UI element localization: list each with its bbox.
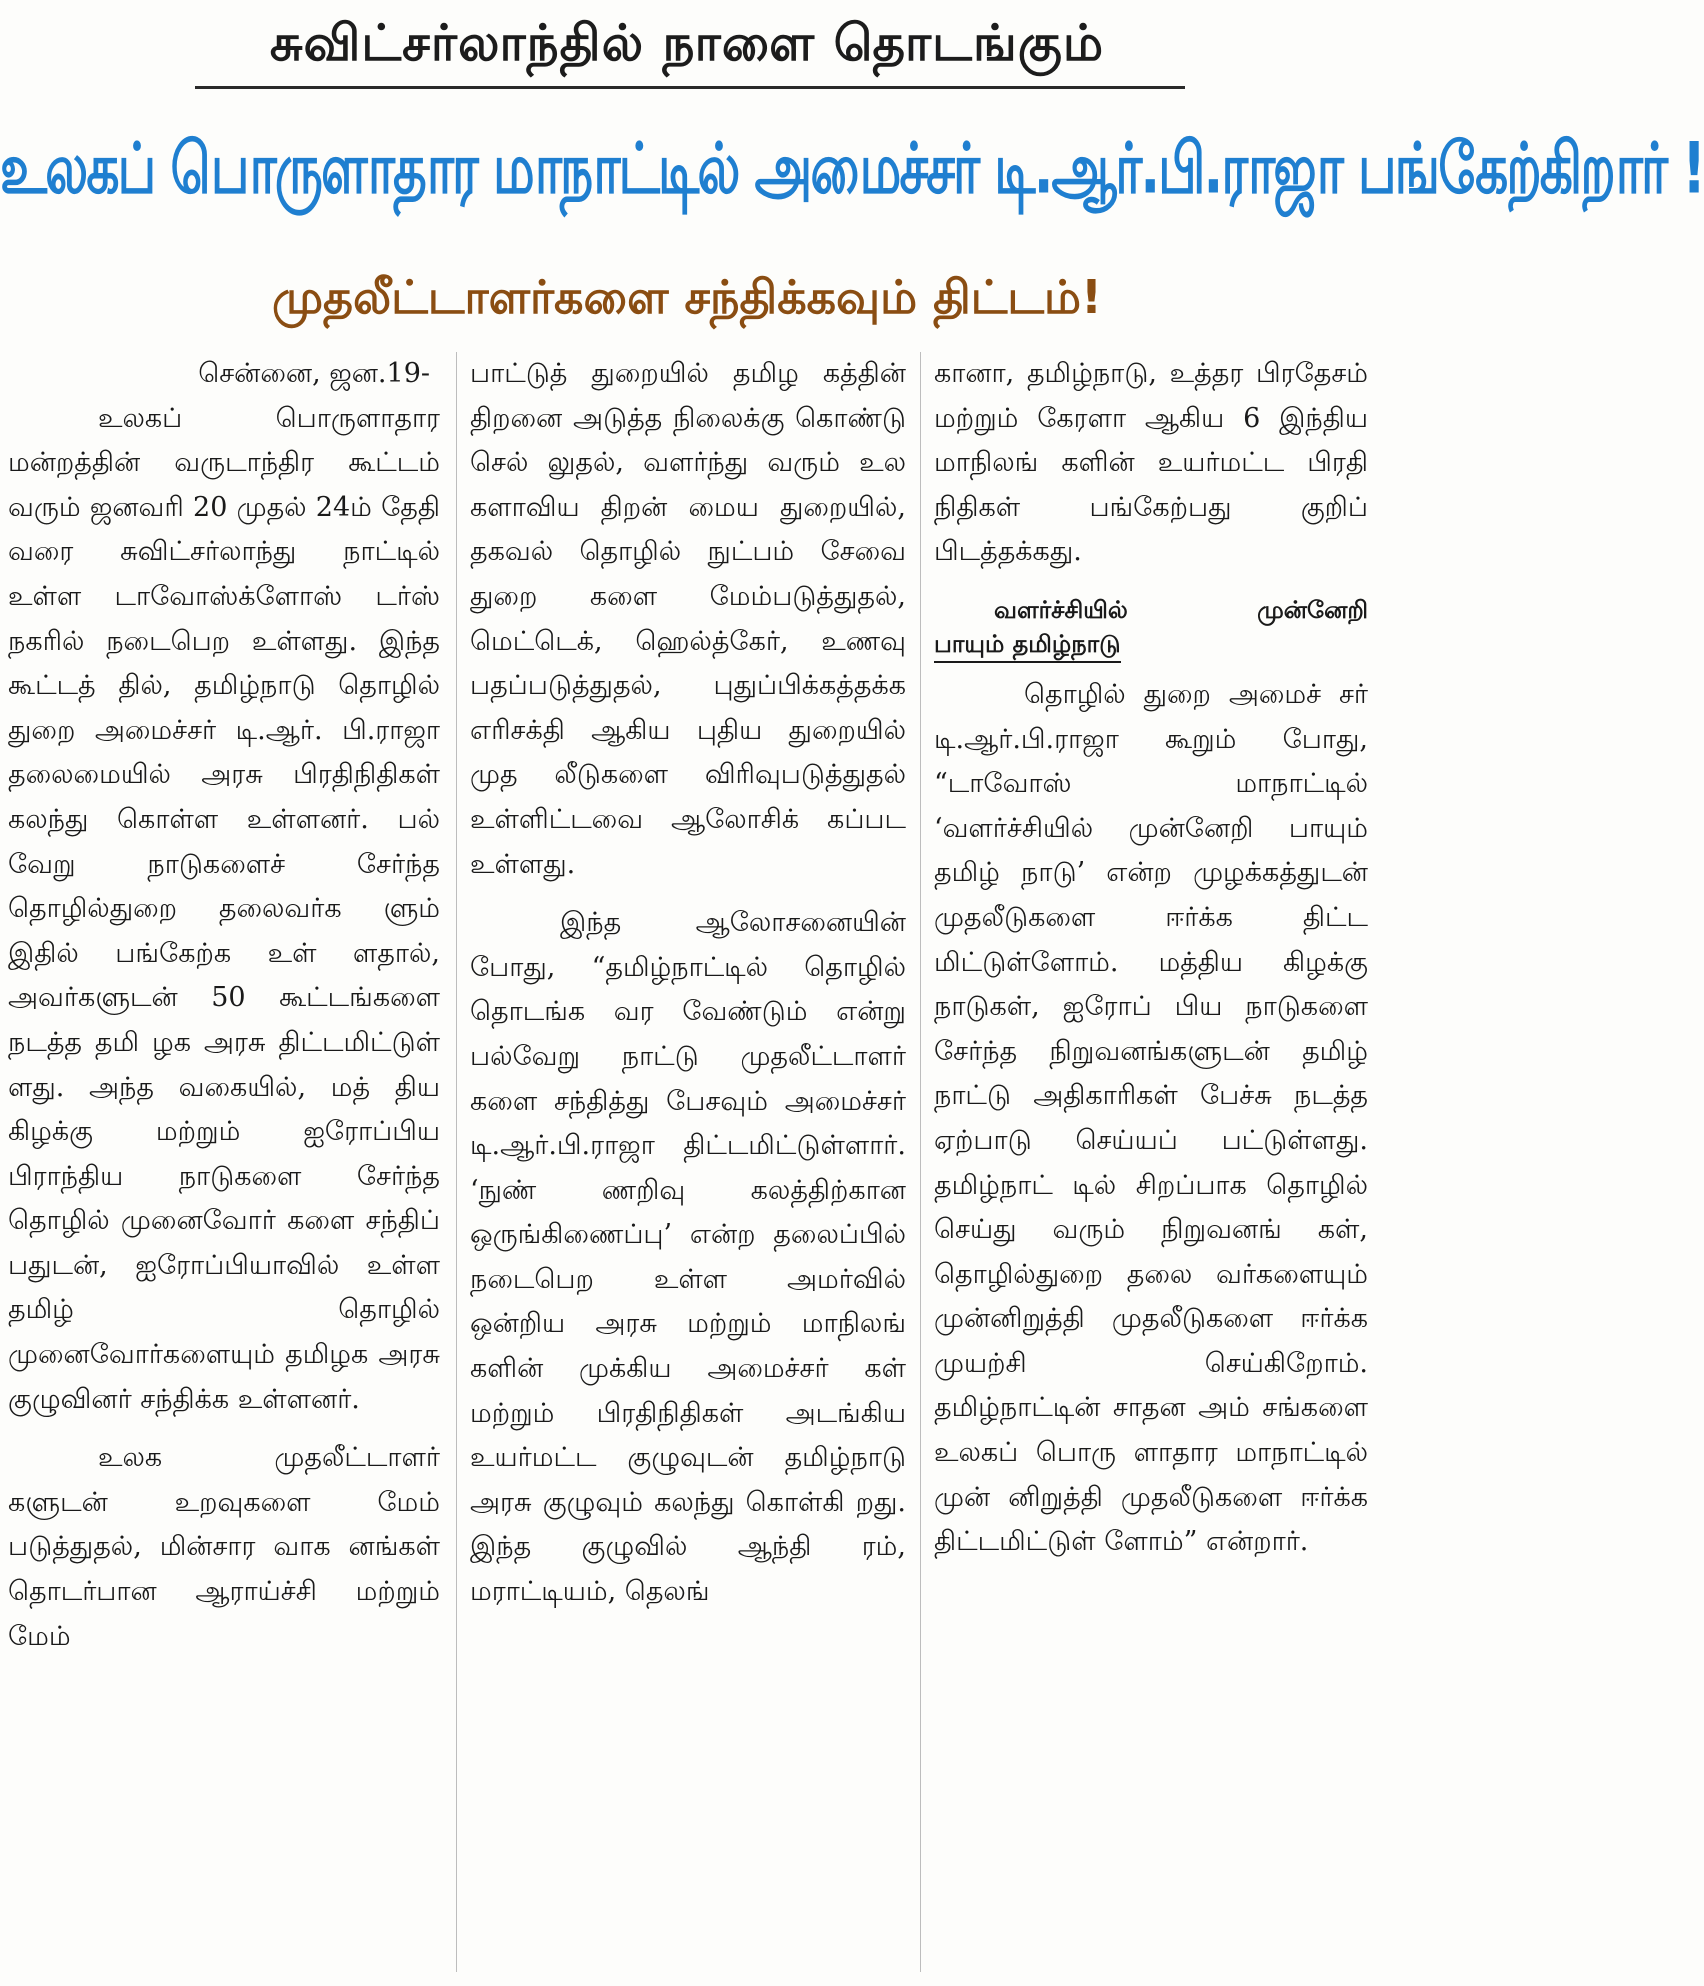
subheading-word: வளர்ச்சியில் [994, 595, 1128, 624]
column-divider [456, 352, 457, 1972]
paragraph: தொழில் துறை அமைச் சர் டி.ஆர்.பி.ராஜா கூறும் போது, “டாவோஸ் மாநாட்டில் ‘வளர்ச்சியில் முன்னேறி பாயும் தமிழ் நாடு’ என்ற முழக்கத்துடன் முதலீடுகளை ஈர்க்க திட்ட மிட்டுள்ளோம். மத்திய கிழக்கு நாடுகள், ஐரோப் பிய நாடுகளை சேர்ந்த நிறுவனங்களுடன் தமிழ் நாட்டு அதிகாரிகள் பேச்சு நடத்த ஏற்பாடு செய்யப் பட்டுள்ளது. தமிழ்நாட் டில் சிறப்பாக தொழில் செய்து வரும் நிறுவனங் கள், தொழில்துறை தலை வர்களையும் முன்னிறுத்தி முதலீடுகளை ஈர்க்க முயற்சி செய்கிறோம். தமிழ்நாட்டின் சாதன அம் சங்களை உலகப் பொரு ளாதார மாநாட்டில் முன் னிறுத்தி முதலீடுகளை ஈர்க்க திட்டமிட்டுள் ளோம்” என்றார். [934, 678, 1368, 1558]
subheading-word: முன்னேறி [1257, 595, 1368, 624]
section-subheading [934, 593, 1368, 663]
article-column-2 [470, 352, 906, 1615]
paragraph: இந்த ஆலோசனையின் போது, “தமிழ்நாட்டில் தொழில் தொடங்க வர வேண்டும் என்று பல்வேறு நாட்டு முதலீட்டாளர் களை சந்தித்து பேசவும் அமைச்சர் டி.ஆர்.பி.ராஜா திட்டமிட்டுள்ளார். ‘நுண் ணறிவு கலத்திற்கான ஒருங்கிணைப்பு’ என்ற தலைப்பில் நடைபெற உள்ள அமர்வில் ஒன்றிய அரசு மற்றும் மாநிலங் களின் முக்கிய அமைச்சர் கள் மற்றும் பிரதிநிதிகள் அடங்கிய உயர்மட்ட குழுவுடன் தமிழ்நாடு அரசு குழுவும் கலந்து கொள்கி றது. இந்த குழுவில் ஆந்தி ரம், மராட்டியம், தெலங் [470, 907, 906, 1608]
paragraph: உலகப் பொருளாதார மன்றத்தின் வருடாந்திர கூட்டம் வரும் ஜனவரி 20 முதல் 24ம் தேதி வரை சுவிட்சர்லாந்து நாட்டில் உள்ள டாவோஸ்க்ளோஸ் டர்ஸ் நகரில் நடைபெற உள்ளது. இந்த கூட்டத் தில், தமிழ்நாடு தொழில் துறை அமைச்சர் டி.ஆர். பி.ராஜா தலைமையில் அரசு பிரதிநிதிகள் கலந்து கொள்ள உள்ளனர். பல் வேறு நாடுகளைச் சேர்ந்த தொழில்துறை தலைவர்க ளும் இதில் பங்கேற்க உள் ளதால், அவர்களுடன் 50 கூட்டங்களை நடத்த தமி ழக அரசு திட்டமிட்டுள் ளது. அந்த வகையில், மத் திய கிழக்கு மற்றும் ஐரோப்பிய பிராந்திய நாடுகளை சேர்ந்த தொழில் முனைவோர் களை சந்திப் பதுடன், ஐரோப்பியாவில் உள்ள தமிழ் தொழில் முனைவோர்களையும் தமிழக அரசு குழுவினர் சந்திக்க உள்ளனர். [8, 402, 440, 1415]
paragraph: கானா, தமிழ்நாடு, உத்தர பிரதேசம் மற்றும் கேரளா ஆகிய 6 இந்திய மாநிலங் களின் உயர்மட்ட பிரதி நிதிகள் பங்கேற்பது குறிப் பிடத்தக்கது. [934, 358, 1368, 568]
dateline: சென்னை, ஜன.19- [198, 358, 430, 389]
main-headline: உலகப் பொருளாதார மாநாட்டில் அமைச்சர் டி.ஆர்.பி.ராஜா பங்கேற்கிறார் ! [0, 128, 1704, 210]
kicker-headline: சுவிட்சர்லாந்தில் நாளை தொடங்கும் [269, 14, 1105, 72]
column-divider [920, 352, 921, 1972]
paragraph: பாட்டுத் துறையில் தமிழ கத்தின் திறனை அடுத்த நிலைக்கு கொண்டு செல் லுதல், வளர்ந்து வரும் உல களாவிய திறன் மைய துறையில், தகவல் தொழில் நுட்பம் சேவை துறை களை மேம்படுத்துதல், மெட்டெக், ஹெல்த்கேர், உணவு பதப்படுத்துதல், புதுப்பிக்கத்தக்க எரிசக்தி ஆகிய புதிய துறையில் முத லீடுகளை விரிவுபடுத்துதல் உள்ளிட்டவை ஆலோசிக் கப்பட உள்ளது. [470, 358, 906, 880]
paragraph: உலக முதலீட்டாளர் களுடன் உறவுகளை மேம் படுத்துதல், மின்சார வாக னங்கள் தொடர்பான ஆராய்ச்சி மற்றும் மேம் [8, 1442, 440, 1652]
sub-headline: முதலீட்டாளர்களை சந்திக்கவும் திட்டம்! [271, 270, 1103, 324]
kicker-underline [195, 86, 1185, 89]
article-column-1 [8, 352, 440, 1659]
subheading-line-2: பாயும் தமிழ்நாடு [934, 627, 1121, 663]
article-column-3 [934, 352, 1368, 1565]
